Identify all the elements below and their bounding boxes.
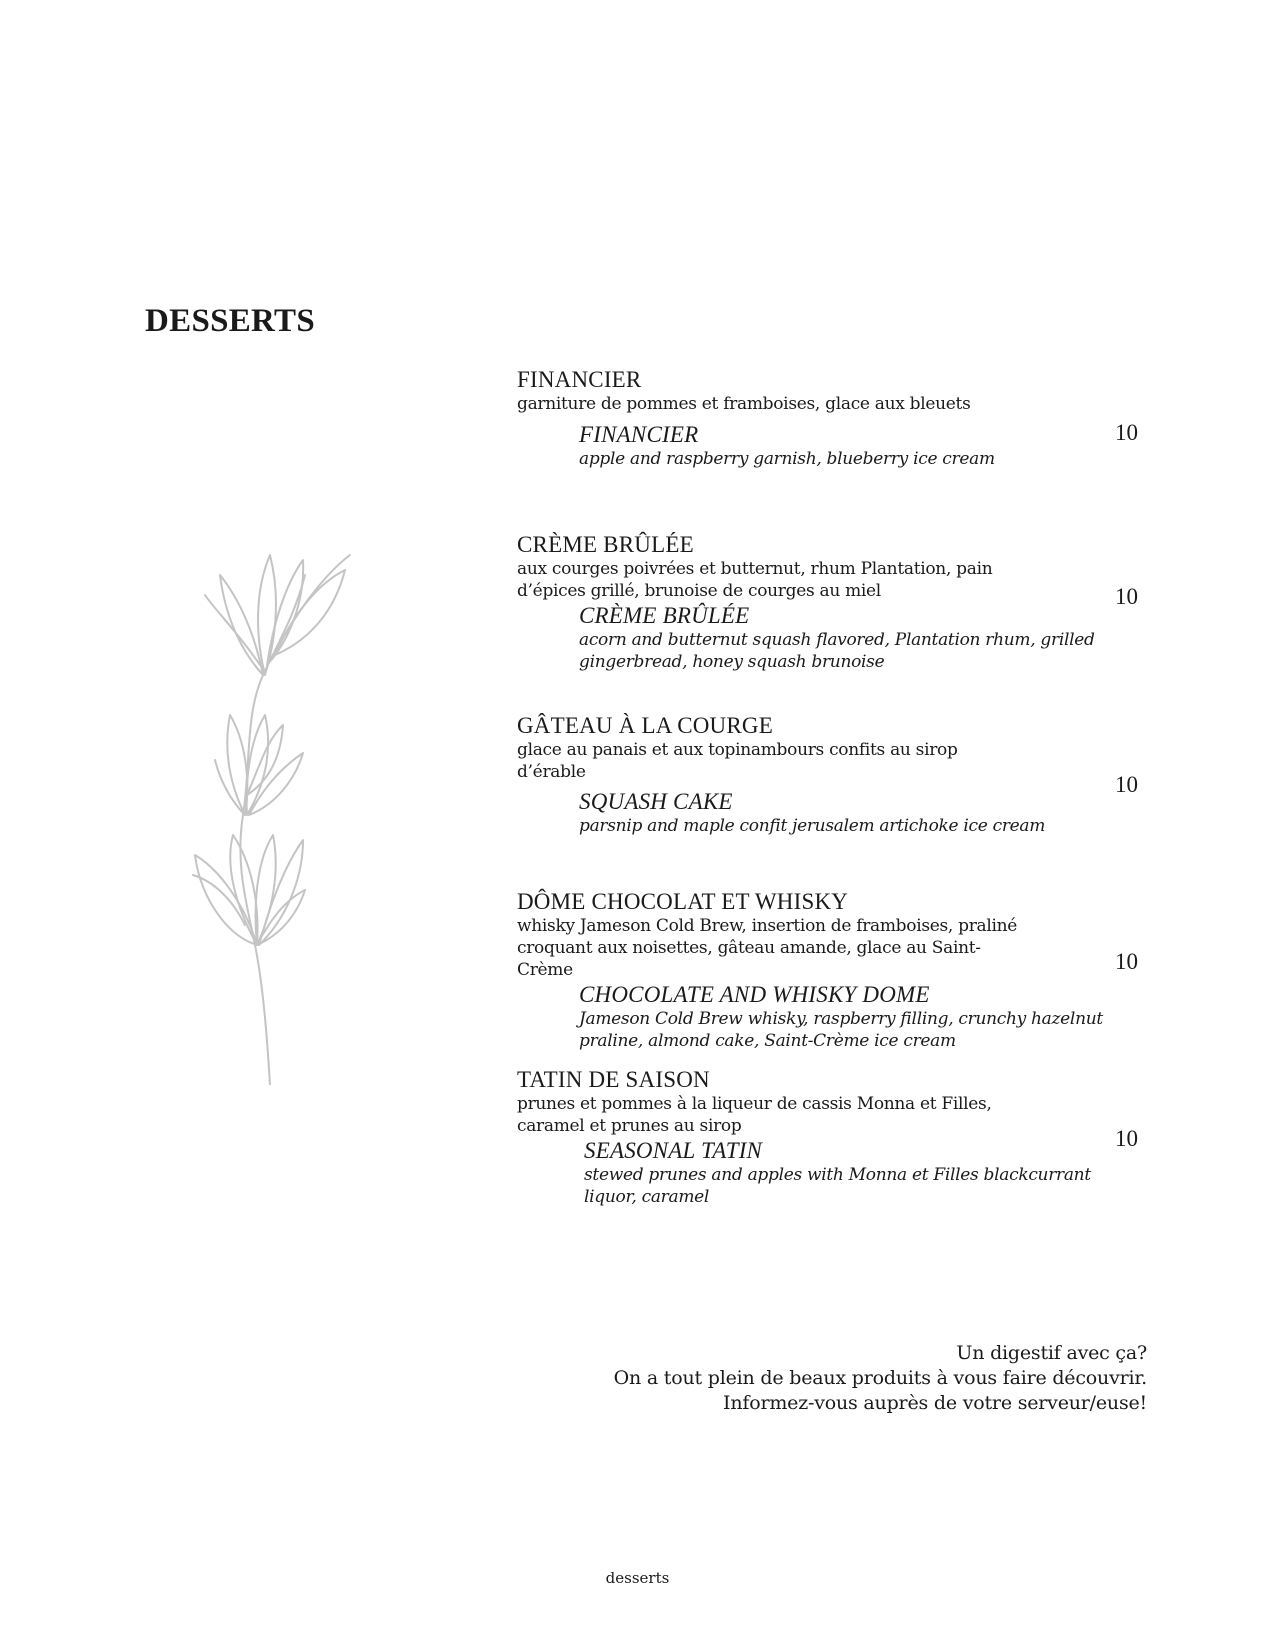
menu-item-gateau-courge: [517, 713, 1157, 837]
item-description-fr: prunes et pommes à la liqueur de cassis Monna et Filles, caramel et prunes au sirop: [517, 1094, 992, 1136]
item-description-en: stewed prunes and apples with Monna et Filles blackcurrant liquor, caramel: [584, 1165, 1091, 1207]
digestif-note: [614, 1341, 1147, 1416]
digestif-line-1: Un digestif avec ça?: [956, 1342, 1147, 1364]
digestif-line-2: On a tout plein de beaux produits à vous faire découvrir.: [613, 1367, 1147, 1389]
item-description-fr: garniture de pommes et framboises, glace aux bleuets: [517, 394, 971, 414]
item-english: [579, 982, 1157, 1052]
item-name-en: SEASONAL TATIN: [584, 1138, 763, 1163]
digestif-line-3: Informez-vous auprès de votre serveur/euse!: [723, 1392, 1147, 1414]
item-english: [584, 1138, 1157, 1208]
item-name-en: CHOCOLATE AND WHISKY DOME: [579, 982, 930, 1007]
item-price: 10: [1115, 420, 1138, 445]
item-name-en: CRÈME BRÛLÉE: [579, 603, 750, 628]
page-title: DESSERTS: [145, 303, 315, 339]
item-price: 10: [1115, 949, 1138, 974]
item-name-en: SQUASH CAKE: [579, 789, 733, 814]
item-price: 10: [1115, 1126, 1138, 1151]
item-description-en: apple and raspberry garnish, blueberry ice cream: [579, 449, 995, 469]
item-english: [579, 603, 1157, 673]
item-description-en: acorn and butternut squash flavored, Plantation rhum, grilled gingerbread, honey squash brunoise: [579, 630, 1095, 672]
item-description-fr: whisky Jameson Cold Brew, insertion de framboises, praliné croquant aux noisettes, gâteau amande, glace au Saint-Crème: [517, 916, 1018, 980]
item-name-fr: DÔME CHOCOLAT ET WHISKY: [517, 889, 849, 914]
item-description-en: Jameson Cold Brew whisky, raspberry filling, crunchy hazelnut praline, almond cake, Saint-Crème ice cream: [579, 1009, 1103, 1051]
item-name-fr: TATIN DE SAISON: [517, 1067, 710, 1092]
item-name-fr: FINANCIER: [517, 367, 642, 392]
menu-item-tatin: [517, 1067, 1157, 1208]
item-description-fr: glace au panais et aux topinambours confits au sirop d’érable: [517, 740, 958, 782]
item-price: 10: [1115, 584, 1138, 609]
item-name-fr: GÂTEAU À LA COURGE: [517, 713, 773, 738]
item-description-en: parsnip and maple confit jerusalem artichoke ice cream: [579, 816, 1046, 836]
page-footer: desserts: [605, 1569, 670, 1587]
item-english: [579, 789, 1157, 837]
item-name-en: FINANCIER: [579, 422, 699, 447]
menu-item-dome-chocolat: [517, 889, 1157, 1052]
item-english: [579, 422, 1157, 470]
leaf-branch-icon: [185, 515, 365, 1085]
menu-item-financier: [517, 367, 1157, 470]
item-description-fr: aux courges poivrées et butternut, rhum Plantation, pain d’épices grillé, brunoise de courges au miel: [517, 559, 993, 601]
item-price: 10: [1115, 772, 1138, 797]
item-name-fr: CRÈME BRÛLÉE: [517, 532, 694, 557]
menu-item-creme-brulee: [517, 532, 1157, 673]
